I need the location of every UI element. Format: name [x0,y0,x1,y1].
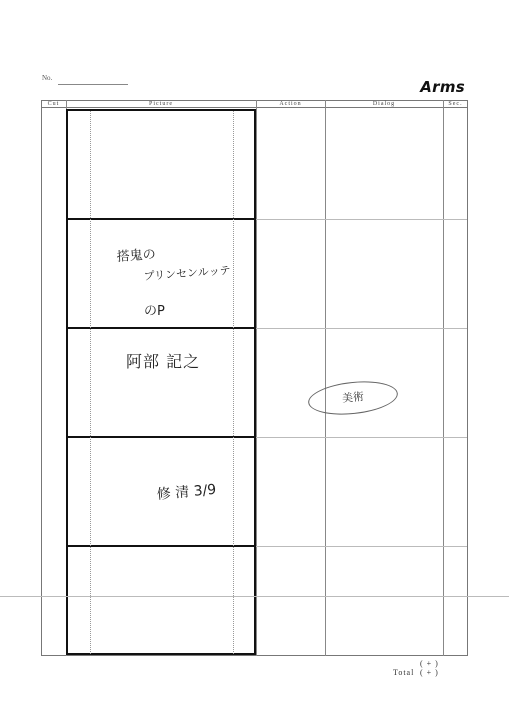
column-header-picture: Picture [149,101,173,107]
column-header-dialog: Dialog [372,101,396,107]
subtotal-value: ( + ) [420,659,439,668]
panel-4-handwriting: 修 清 3/9 [156,481,217,503]
column-header-cut: Cut [47,101,60,107]
picture-panel-divider-1 [66,218,256,220]
no-input-line [58,84,128,85]
picture-frame [66,109,256,655]
column-header-action: Action [279,101,302,107]
row-divider-4 [255,546,467,547]
dialog-stamp: 美術 [307,377,400,418]
picture-panel-divider-4 [66,545,256,547]
row-divider-3 [255,437,467,438]
row-divider-1 [255,219,467,220]
panel-2-handwriting-line-2: プリンセンルッテ [143,263,232,283]
total-value: ( + ) [420,668,439,677]
panel-3-handwriting: 阿部 記之 [126,352,201,371]
arms-logo: Arms [420,78,465,96]
safe-area-guide-left [90,111,91,654]
total-label: Total [393,668,415,677]
column-divider-action [325,100,326,656]
panel-2-handwriting-line-3: のP [144,304,165,319]
picture-panel-divider-2 [66,327,256,329]
panel-2-handwriting-line-1: 搭鬼の [116,247,157,265]
no-label: No. [42,74,53,82]
safe-area-guide-right [233,111,234,654]
picture-panel-divider-3 [66,436,256,438]
column-divider-dialog [443,100,444,656]
scan-crease-line [0,596,509,597]
column-header-sec: Sec. [448,101,463,107]
row-divider-2 [255,328,467,329]
column-divider-picture [256,100,257,656]
